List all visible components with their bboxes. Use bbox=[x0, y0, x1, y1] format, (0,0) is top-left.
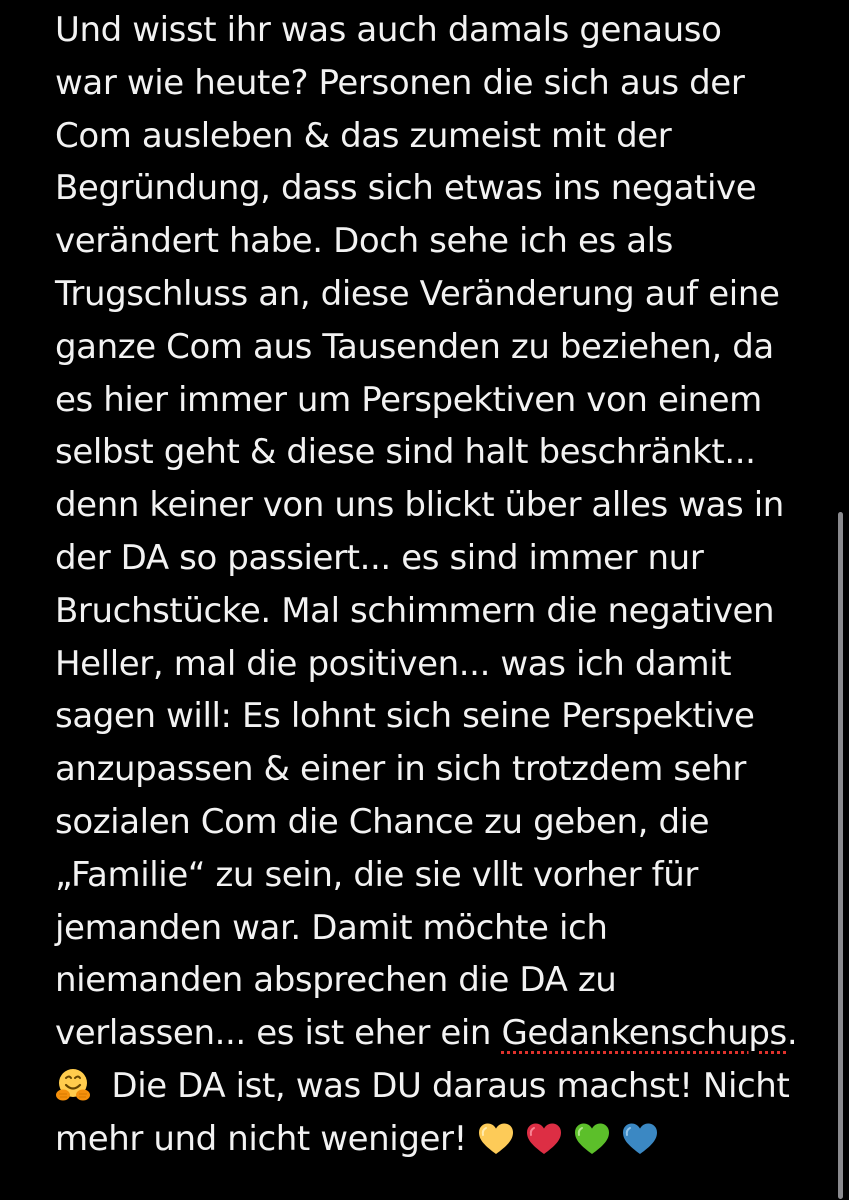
text-line: der DA so passiert... es sind immer nur bbox=[55, 537, 704, 578]
text-segment: . bbox=[786, 1013, 798, 1054]
text-line: Com ausleben & das zumeist mit der bbox=[55, 115, 672, 156]
text-segment: Die DA ist, was DU daraus machst! Nicht bbox=[101, 1065, 790, 1106]
text-line: es hier immer um Perspektiven von einem bbox=[55, 379, 762, 420]
vertical-scrollbar[interactable] bbox=[838, 512, 843, 1199]
text-line: jemanden war. Damit möchte ich bbox=[55, 907, 608, 948]
red-heart-icon bbox=[525, 1119, 563, 1172]
text-line: Heller, mal die positiven... was ich damit bbox=[55, 643, 732, 684]
text-line bbox=[55, 1007, 845, 1060]
text-line: denn keiner von uns blickt über alles was in bbox=[55, 485, 784, 526]
text-line bbox=[55, 1060, 845, 1113]
misspelled-word[interactable]: Gedankenschups bbox=[501, 1013, 787, 1054]
note-body[interactable] bbox=[55, 4, 845, 1166]
text-segment: mehr und nicht weniger! bbox=[55, 1118, 478, 1159]
blue-heart-icon bbox=[621, 1119, 659, 1172]
text-line bbox=[55, 1113, 845, 1166]
text-line: verändert habe. Doch sehe ich es als bbox=[55, 221, 673, 262]
text-line: sozialen Com die Chance zu geben, die bbox=[55, 801, 710, 842]
text-line: „Familie“ zu sein, die sie vllt vorher für bbox=[55, 854, 698, 895]
text-line: niemanden absprechen die DA zu bbox=[55, 960, 617, 1001]
text-line: Und wisst ihr was auch damals genauso bbox=[55, 10, 722, 50]
hugging-face-icon bbox=[55, 1066, 91, 1119]
text-line: sagen will: Es lohnt sich seine Perspektive bbox=[55, 696, 755, 737]
yellow-heart-icon bbox=[477, 1119, 515, 1172]
text-line: ganze Com aus Tausenden zu beziehen, da bbox=[55, 326, 774, 367]
text-line: selbst geht & diese sind halt beschränkt... bbox=[55, 432, 756, 473]
text-line: anzupassen & einer in sich trotzdem sehr bbox=[55, 749, 746, 790]
text-segment: verlassen... es ist eher ein bbox=[55, 1013, 502, 1054]
text-line: Trugschluss an, diese Veränderung auf eine bbox=[55, 273, 780, 314]
text-line: war wie heute? Personen die sich aus der bbox=[55, 62, 745, 103]
text-line: Begründung, dass sich etwas ins negative bbox=[55, 168, 757, 209]
text-line: Bruchstücke. Mal schimmern die negativen bbox=[55, 590, 775, 631]
green-heart-icon bbox=[573, 1119, 611, 1172]
